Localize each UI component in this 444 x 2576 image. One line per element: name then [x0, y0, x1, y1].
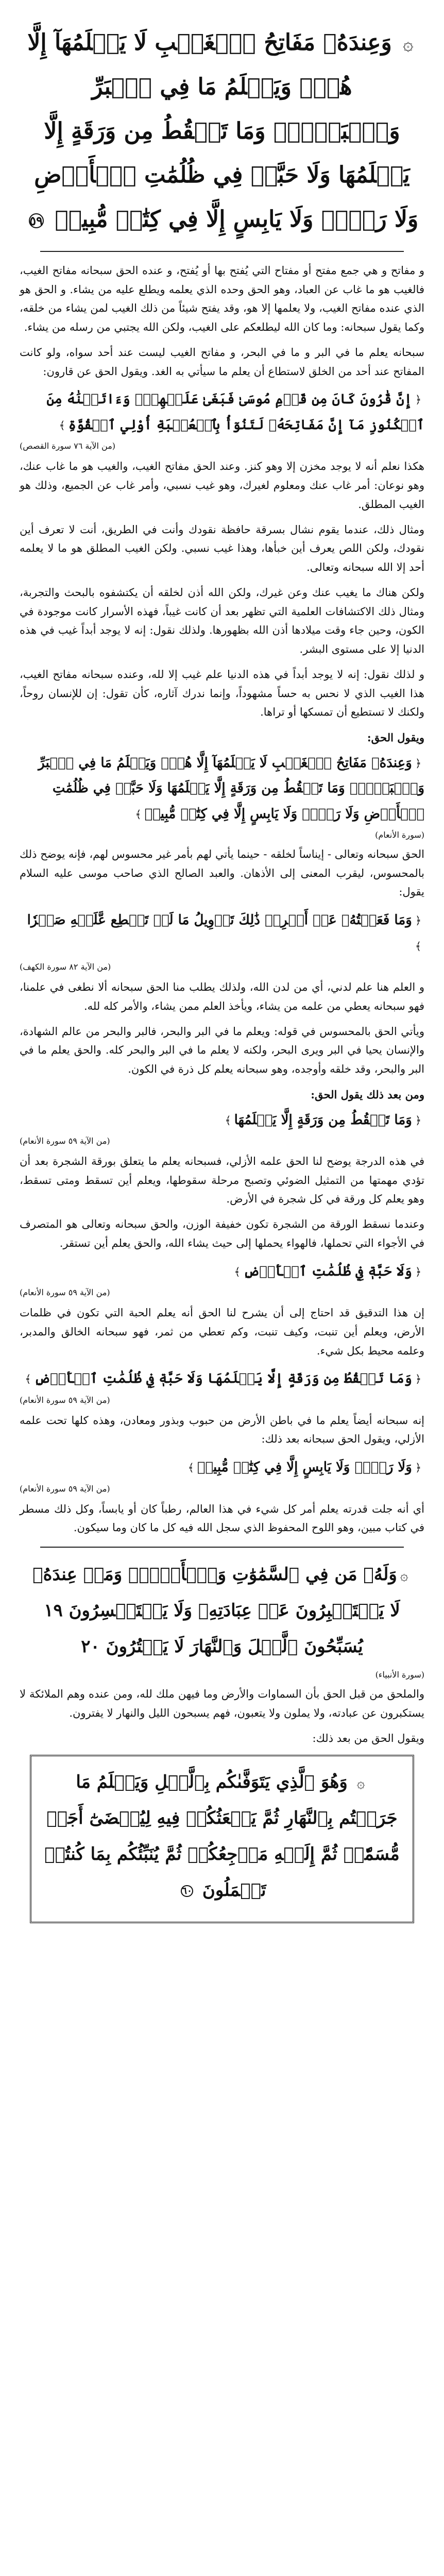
ornament-icon: ۞: [356, 1775, 365, 1792]
verse-reference: (سورة الأنعام): [375, 829, 424, 840]
verse-number-badge: ٦٠: [181, 1885, 193, 1896]
paragraph: ويقول الحق من بعد ذلك:: [312, 1732, 424, 1744]
ornament-icon: ﴿: [415, 757, 421, 770]
ornament-icon: ﴾: [234, 1265, 241, 1278]
paragraph: إنه سبحانه أيضاً يعلم ما في باطن الأرض من حبوب وبذور ومعادن، وهذه كلها تحت علمه الأزلي، ويقول الحق سبحانه بعد ذلك:: [20, 1414, 424, 1446]
quran-quote: ﴿وَمَا تَسۡقُطُ مِن وَرَقَةٍ إِلَّا يَعۡلَمُهَا وَلَا حَبَّةٖ فِي ظُلُمَٰتِ ٱلۡأَرۡضِ﴾: [20, 1366, 424, 1392]
ornament-icon: ﴿: [415, 1462, 421, 1475]
ornament-icon: ﴿: [415, 394, 421, 406]
section-2: [20, 583, 424, 902]
quran-quote-block: ۞وَلَهُۥ مَن فِي ٱلسَّمَٰوَٰتِ وَٱلۡأَرۡضِۚ وَمَنۡ عِندَهُۥ لَا يَسۡتَكۡبِرُونَ عَنۡ عِبَادَتِهِۦ وَلَا يَسۡتَحۡسِرُونَ ١٩ يُسَبِّحُونَ ٱلَّيۡلَ وَٱلنَّهَارَ لَا يَفۡتُرُونَ ٢٠: [20, 1557, 424, 1665]
verse-reference: (من الآية ٥٩ سورة الأنعام): [20, 1287, 110, 1298]
ornament-icon: ﴾: [59, 419, 65, 432]
paragraph: و العلم هنا علم لدني، أي من لدن الله، ولذلك يطلب منا الحق سبحانه ألا نطغى في علمنا، فهو سبحانه يعطي من علمه من يشاء، ويأخذ العلم ممن يشاء، والأمر كله لله.: [20, 981, 424, 1012]
ornament-icon: ﴾: [135, 808, 142, 821]
quran-quote: ﴿وَلَا حَبَّةٖ فِي ظُلُمَٰتِ ٱلۡأَرۡضِ﴾: [20, 1259, 424, 1284]
ornament-icon: ﴿: [415, 1265, 421, 1278]
ornament-icon: ﴾: [187, 1462, 194, 1475]
verse-number-badge: ٥٩: [29, 213, 43, 228]
verse-reference: (سورة الأنبياء): [375, 1670, 424, 1680]
section-3: [20, 908, 424, 1146]
quran-quote: ﴿وَمَا فَعَلۡتُهُۥ عَنۡ أَمۡرِيۚ ذَٰلِكَ تَأۡوِيلُ مَا لَمۡ تَسۡطِع عَّلَيۡهِ صَبۡرٗا﴾: [20, 908, 424, 959]
ornament-icon: ﴿: [415, 1114, 421, 1127]
paragraph: إن هذا التدقيق قد احتاج إلى أن يشرح لنا الحق أنه يعلم الحبة التي تكون في ظلمات الأرض، ويعلم أين تنبت، وكيف تنبت، وكم تعطي من ثمر، فهو سبحانه الخالق والمدبر، وعلمه محيط بكل شيء.: [20, 1307, 424, 1357]
section-label: ويقول الحق:: [367, 731, 424, 744]
paragraph: ويأتي الحق بالمحسوس في قوله: ويعلم ما في البر والبحر، فالبر والبحر من عالم الشهادة، والإنسان يحيا في البر ويرى البحر، ولكنه لا يعلم ما في البر والبحر كله. والحق يعلم ما في البر والبحر، وقد خلقه وأوجده، وهو سبحانه يعلم كل ذرة في الكون.: [20, 1025, 424, 1076]
paragraph: ولكن هناك ما يغيب عنك وعن غيرك، ولكن الله أذن لخلقه أن يكتشفوه بالبحث والتجربة، ومثال ذلك الاكتشافات العلمية التي تظهر بعد أن كانت غيباً، فهذه الأسرار كانت موجودة في الكون، وحين جاء وقت ميلادها أذن الله بظهورها. ولذلك نقول: إنه لا يوجد أبداً غيب في هذه الدنيا إلا على مستوى البشر.: [20, 586, 424, 656]
paragraph: وعندما نسقط الورقة من الشجرة تكون خفيفة الوزن، والحق سبحانه وتعالى هو المتصرف في الأجواء التي تحملها، فالهواء يحملها إلى حيث يشاء الله، والحق يعلم أين تستقر.: [20, 1218, 424, 1249]
paragraph: أي أنه جلت قدرته يعلم أمر كل شيء في هذا العالم، رطباً كان أو يابساً، وكل ذلك مسطر في كتاب مبين، وهو اللوح المحفوظ الذي سجل الله فيه كل ما كان وما سيكون.: [20, 1502, 424, 1534]
section-1: [20, 261, 424, 577]
section-4: [20, 1152, 424, 1537]
ornament-icon: ﴿: [415, 914, 421, 927]
paragraph: الحق سبحانه وتعالى - إيناساً لخلقه - حينما يأتي لهم بأمر غير محسوس لهم، فإنه يوضح ذلك بالمحسوس، ليقرب المعنى إلى الأذهان. والعبد الصالح الذي صاحب موسى عليه السلام يقول:: [20, 848, 424, 899]
quran-quote: ﴿إِنَّ قَٰرُونَ كَانَ مِن قَوۡمِ مُوسَىٰ فَبَغَىٰ عَلَيۡهِمۡۖ وَءَاتَيۡنَٰهُ مِنَ ٱلۡكُنُوزِ مَآ إِنَّ مَفَاتِحَهُۥ لَتَنُوٓأُ بِٱلۡعُصۡبَةِ أُوْلِي ٱلۡقُوَّةِ﴾: [20, 387, 424, 438]
closing-verse-frame: [30, 1755, 414, 1923]
ornament-icon: ﴾: [25, 1373, 31, 1386]
divider: [40, 1547, 404, 1548]
paragraph: و مفاتح و هي جمع مفتح أو مفتاح التي يُفتح بها أو يُفتح، و عنده الحق سبحانه مفاتح الغيب، فالغيب هو ما غاب عن العباد، وهو الحق وحده الذي يعلمه ويطلع عليه من يشاء. و الحق هو الذي عنده مفاتح الغيب، ولا يعلمها إلا هو، وقد يفتح شيئاً من ذلك الغيب لمن يشاء من خلقه، وكما يقول سبحانه: وما كان الله ليطلعكم على الغيب، ولكن الله يجتبي من رسله من يشاء.: [20, 264, 424, 334]
verse-reference: (من الآية ٥٩ سورة الأنعام): [20, 1483, 110, 1494]
closing-verse-text: وَهُوَ ٱلَّذِي يَتَوَفَّىٰكُم بِٱلَّيۡلِ وَيَعۡلَمُ مَا جَرَحۡتُم بِٱلنَّهَارِ ثُمَّ يَبۡعَثُكُمۡ فِيهِ لِيُقۡضَىٰٓ أَجَلٞ مُّسَمّٗىۖ ثُمَّ إِلَيۡهِ مَرۡجِعُكُمۡ ثُمَّ يُنَبِّئُكُم بِمَا كُنتُمۡ تَعۡمَلُونَ: [44, 1772, 400, 1901]
ornament-icon: ﴿: [415, 1373, 421, 1386]
section-label: ومن بعد ذلك يقول الحق:: [311, 1088, 424, 1101]
quran-quote: ﴿وَمَا تَسۡقُطُ مِن وَرَقَةٍ إِلَّا يَعۡلَمُهَا﴾: [20, 1108, 424, 1133]
quran-quote: ﴿وَعِندَهُۥ مَفَاتِحُ ٱلۡغَيۡبِ لَا يَعۡلَمُهَآ إِلَّا هُوَۚ وَيَعۡلَمُ مَا فِي ٱلۡبَرِّ وَٱلۡبَحۡرِۚ وَمَا تَسۡقُطُ مِن وَرَقَةٍ إِلَّا يَعۡلَمُهَا وَلَا حَبَّةٖ فِي ظُلُمَٰتِ ٱلۡأَرۡضِ وَلَا رَطۡبٖ وَلَا يَابِسٍ إِلَّا فِي كِتَٰبٖ مُّبِينٖ﴾: [20, 751, 424, 827]
header-verse: [20, 21, 424, 242]
paragraph: ومثال ذلك، عندما يقوم نشال بسرقة حافظة نقودك وأنت في الطريق، أنت لا تعرف أين نقودك، ولكن اللص يعرف أين خبأها، وهذا غيب نسبي. ولكن الغيب المطلق هو ما لا يعلمه أحد إلا الله سبحانه وتعالى.: [20, 523, 424, 574]
quran-quote: ﴿وَلَا رَطۡبٖ وَلَا يَابِسٍ إِلَّا فِي كِتَٰبٖ مُّبِينٖ﴾: [20, 1455, 424, 1480]
verse-reference: (من الآية ٧٦ سورة القصص): [20, 441, 116, 451]
paragraph: والملحق من قبل الحق بأن السماوات والأرض وما فيهن ملك لله، ومن عنده وهم الملائكة لا يستكبرون عن عبادته، ولا يملون ولا يتعبون، فهم يسبحون الليل والنهار لا يفترون.: [20, 1688, 424, 1719]
header-verse-text: وَعِندَهُۥ مَفَاتِحُ ٱلۡغَيۡبِ لَا يَعۡلَمُهَآ إِلَّا هُوَۚ وَيَعۡلَمُ مَا فِي ٱلۡبَرِّ وَٱلۡبَحۡرِۚ وَمَا تَسۡقُطُ مِن وَرَقَةٍ إِلَّا يَعۡلَمُهَا وَلَا حَبَّةٖ فِي ظُلُمَٰتِ ٱلۡأَرۡضِ وَلَا رَطۡبٖ وَلَا يَابِسٍ إِلَّا فِي كِتَٰبٖ مُّبِينٖ: [27, 29, 419, 233]
ornament-icon: ﴾: [415, 940, 421, 953]
divider: [40, 251, 404, 252]
closing-verse: [39, 1765, 405, 1908]
section-5: [20, 1557, 424, 1748]
paragraph: و لذلك نقول: إنه لا يوجد أبداً في هذه الدنيا علم غيب إلا لله، وعنده سبحانه مفاتح الغيب، هذا الغيب الذي لا نحس به حساً مشهوداً، وإنما ندرك آثاره، كأن تقول: إن للإنسان روحاً، ولكنك لا تستطيع أن تمسكها أو تراها.: [20, 668, 424, 719]
paragraph: هكذا نعلم أنه لا يوجد مخزن إلا وهو كنز. وعند الحق مفاتح الغيب، والغيب هو ما غاب عنك، وهو نوعان: أمر غاب عنك ومعلوم لغيرك، وهو غيب نسبي، وأمر غاب عن الجميع، وذلك هو الغيب المطلق.: [20, 460, 424, 511]
verse-reference: (من الآية ٥٩ سورة الأنعام): [20, 1395, 110, 1405]
verse-reference: (من الآية ٥٩ سورة الأنعام): [20, 1136, 110, 1146]
ornament-icon: ﴾: [225, 1114, 231, 1127]
paragraph: سبحانه يعلم ما في البر و ما في البحر، و مفاتح الغيب ليست عند أحد سواه، ولو كانت المفاتح عند أحد من الخلق لاستطاع أن يعلم ما سيأتي به الغد. ويقول الحق عن قارون:: [20, 346, 424, 378]
paragraph: في هذه الدرجة يوضح لنا الحق علمه الأزلي، فسبحانه يعلم ما يتعلق بورقة الشجرة بعد أن تؤدي مهمتها من التمثيل الضوئي وتصبح مرحلة سقوطها، ويعلم أين تسقط ومتى تسقط، وهو يعلم كل ورقة في كل شجرة في الأرض.: [20, 1155, 424, 1206]
verse-reference: (من الآية ٨٢ سورة الكهف): [20, 962, 111, 972]
ornament-icon: ۞: [400, 1568, 408, 1584]
ornament-left-icon: ۞: [403, 33, 414, 55]
